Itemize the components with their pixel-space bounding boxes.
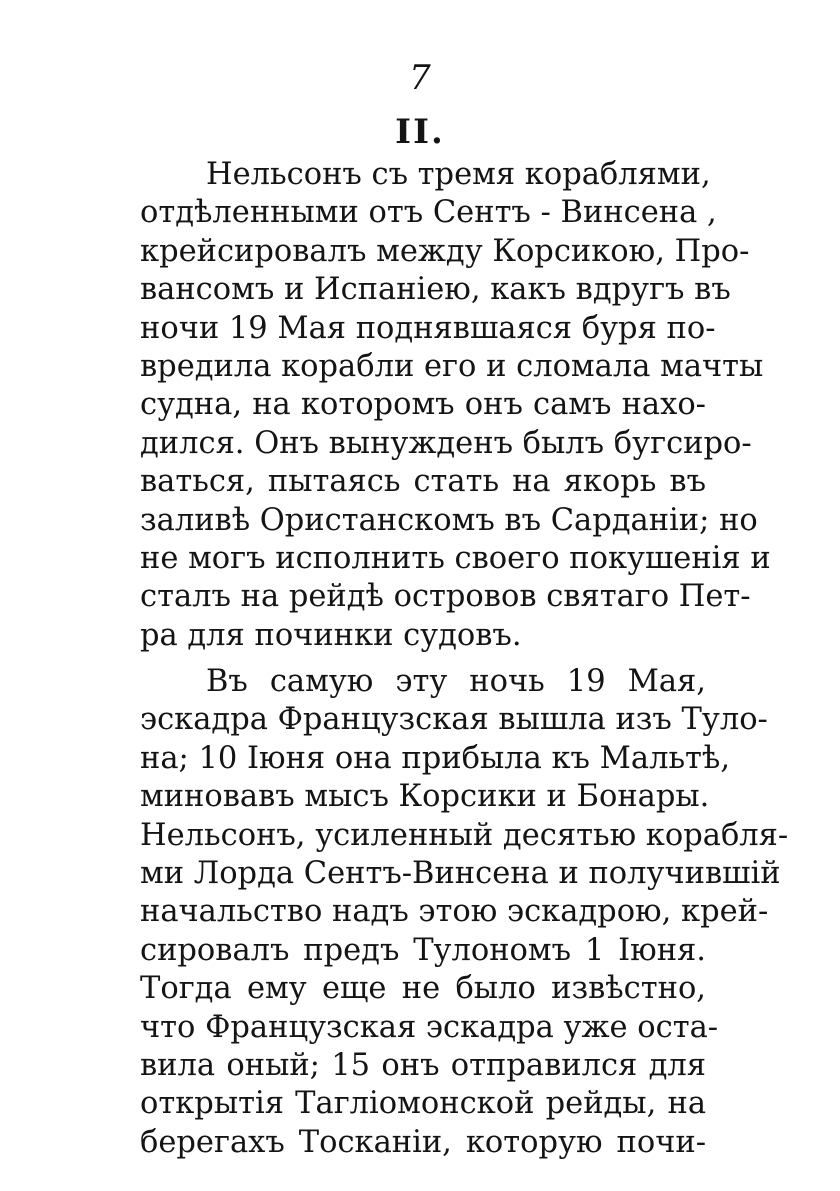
text-line: вредила корабли его и сломала мачты: [140, 348, 764, 384]
text-line: ми Лорда Сентъ-Винсена и получившій: [140, 856, 781, 892]
text-line: заливѣ Ористанскомъ въ Сарданіи; но: [140, 502, 758, 538]
text-line: начальство надъ этою эскадрою, крей-: [140, 894, 769, 930]
chapter-heading: II.: [395, 112, 445, 152]
text-line: не могъ исполнить своего покушенія и: [140, 540, 771, 576]
paragraph-gap: [140, 655, 706, 663]
text-line: Въ самую эту ночь 19 Мая,: [206, 664, 706, 700]
paragraph-1: [140, 156, 771, 655]
text-line: вила оный; 15 онъ отправился для: [140, 1047, 706, 1083]
text-line: открытія Тагліомонской рейды, на: [140, 1086, 706, 1122]
text-line: сталъ на рейдѣ островов святаго Пет-: [140, 579, 751, 615]
text-line: ночи 19 Мая поднявшаяся буря по-: [140, 310, 716, 346]
text-line: Нельсонъ, усиленный десятью корабля-: [140, 817, 789, 853]
page-number: 7: [409, 58, 431, 98]
text-line: сировалъ предъ Тулономъ 1 Іюня.: [140, 932, 706, 968]
text-line: крейсировалъ между Корсикою, Про-: [140, 233, 750, 269]
paragraph-2: [140, 663, 789, 1162]
text-line: отдѣленными отъ Сентъ - Винсена ,: [140, 195, 717, 231]
text-line: судна, на которомъ онъ самъ нахо-: [140, 387, 706, 423]
text-line: Нельсонъ съ тремя кораблями,: [206, 157, 711, 192]
text-line: ра для починки судовъ.: [140, 617, 522, 653]
text-line: Тогда ему еще не было извѣстно,: [140, 971, 706, 1007]
text-line: что Французская эскадра уже оста-: [140, 1009, 719, 1045]
text-line: миновавъ мысъ Корсики и Бонары.: [140, 779, 710, 815]
text-line: берегахъ Тосканіи, которую почи-: [140, 1124, 706, 1160]
text-line: дился. Онъ вынужденъ былъ бугсиро-: [140, 425, 752, 461]
text-line: ваться, пытаясь стать на якорь въ: [140, 464, 706, 500]
text-line: на; 10 Іюня она прибыла къ Мальтѣ,: [140, 740, 731, 776]
text-line: вансомъ и Испаніею, какъ вдругъ въ: [140, 272, 731, 308]
text-line: эскадра Французская вышла изъ Туло-: [140, 702, 768, 738]
body-text: [140, 156, 789, 1162]
